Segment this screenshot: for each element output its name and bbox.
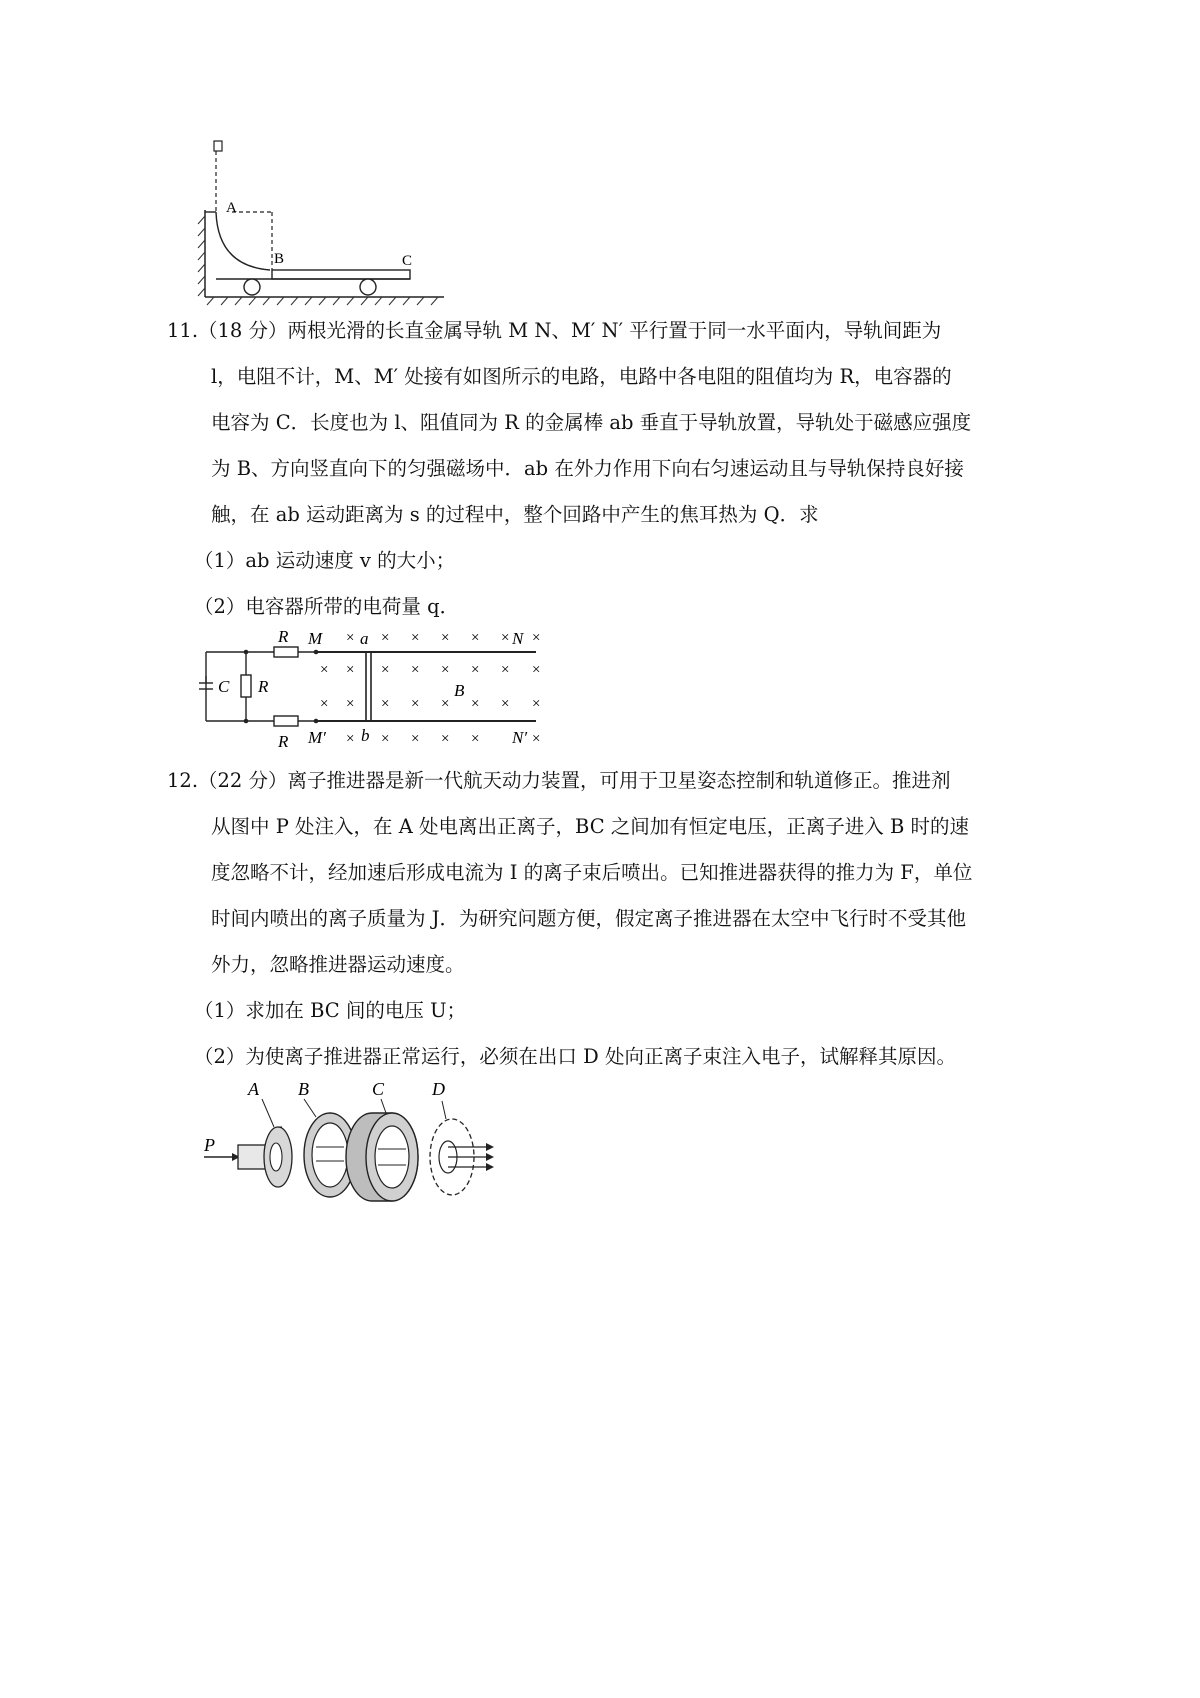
- q12-sub-2: （2）为使离子推进器正常运行，必须在出口 D 处向正离子束注入电子，试解释其原因。: [194, 1045, 956, 1068]
- svg-text:×: ×: [441, 630, 450, 646]
- svg-text:×: ×: [381, 630, 390, 646]
- svg-text:×: ×: [411, 630, 420, 646]
- svg-text:×: ×: [441, 662, 450, 678]
- svg-text:×: ×: [381, 662, 390, 678]
- q11-line-2: l，电阻不计，M、M′ 处接有如图所示的电路，电路中各电阻的阻值均为 R，电容器的: [211, 365, 952, 388]
- q12-line-1: 12.（22 分）离子推进器是新一代航天动力装置，可用于卫星姿态控制和轨道修正。推进剂: [167, 769, 951, 792]
- svg-text:×: ×: [501, 662, 510, 678]
- label-M: M: [308, 629, 323, 648]
- label-A: A: [226, 200, 237, 216]
- svg-text:×: ×: [471, 696, 480, 712]
- label-C: C: [218, 677, 230, 696]
- label-N: N: [512, 629, 524, 648]
- svg-text:×: ×: [411, 696, 420, 712]
- svg-text:×: ×: [441, 696, 450, 712]
- figure-track-cart: [196, 132, 456, 310]
- q11-line-5: 触，在 ab 运动距离为 s 的过程中，整个回路中产生的焦耳热为 Q．求: [211, 503, 819, 526]
- svg-text:×: ×: [346, 662, 355, 678]
- label-D: D: [432, 1079, 445, 1099]
- q11-sub-1: （1）ab 运动速度 v 的大小；: [194, 549, 456, 572]
- label-P: P: [204, 1135, 215, 1155]
- q12-line-5: 外力，忽略推进器运动速度。: [211, 953, 465, 976]
- label-B: B: [274, 251, 285, 267]
- svg-text:×: ×: [501, 696, 510, 712]
- svg-text:×: ×: [346, 731, 355, 747]
- svg-text:×: ×: [532, 662, 541, 678]
- label-R-top: R: [278, 627, 289, 646]
- label-a: a: [360, 629, 369, 648]
- figure-circuit-rails: [196, 626, 566, 756]
- figure-ion-thruster: [196, 1075, 516, 1210]
- svg-text:×: ×: [381, 731, 390, 747]
- svg-text:×: ×: [320, 662, 329, 678]
- svg-text:×: ×: [471, 662, 480, 678]
- svg-text:×: ×: [346, 630, 355, 646]
- label-C: C: [372, 1079, 385, 1099]
- label-B: B: [454, 681, 465, 700]
- svg-text:×: ×: [441, 731, 450, 747]
- label-R-mid: R: [258, 677, 269, 696]
- svg-text:×: ×: [471, 731, 480, 747]
- q11-line-1: 11.（18 分）两根光滑的长直金属导轨 M N、M′ N′ 平行置于同一水平面内，导轨间距为: [167, 319, 942, 342]
- label-A: A: [248, 1079, 259, 1099]
- q11-sub-2: （2）电容器所带的电荷量 q．: [194, 595, 460, 618]
- magnetic-field-crosses: [320, 630, 540, 747]
- label-b: b: [361, 726, 370, 745]
- q11-line-4: 为 B、方向竖直向下的匀强磁场中．ab 在外力作用下向右匀速运动且与导轨保持良好接: [211, 457, 964, 480]
- svg-text:×: ×: [411, 662, 420, 678]
- q11-line-3: 电容为 C．长度也为 l、阻值同为 R 的金属棒 ab 垂直于导轨放置，导轨处于磁感应强度: [211, 411, 972, 434]
- svg-text:×: ×: [381, 696, 390, 712]
- q12-sub-1: （1）求加在 BC 间的电压 U；: [194, 999, 467, 1022]
- svg-text:×: ×: [346, 696, 355, 712]
- svg-text:×: ×: [411, 731, 420, 747]
- q12-line-4: 时间内喷出的离子质量为 J．为研究问题方便，假定离子推进器在太空中飞行时不受其他: [211, 907, 967, 930]
- label-R-bot: R: [278, 732, 289, 751]
- svg-text:×: ×: [320, 696, 329, 712]
- q12-line-2: 从图中 P 处注入，在 A 处电离出正离子，BC 之间加有恒定电压，正离子进入 B 时的速: [211, 815, 970, 838]
- svg-text:×: ×: [532, 630, 541, 646]
- q12-line-3: 度忽略不计，经加速后形成电流为 I 的离子束后喷出。已知推进器获得的推力为 F，单位: [211, 861, 973, 884]
- label-N-prime: N′: [512, 728, 528, 747]
- svg-text:×: ×: [532, 731, 541, 747]
- label-C: C: [402, 253, 413, 269]
- svg-text:×: ×: [532, 696, 541, 712]
- label-B: B: [298, 1079, 309, 1099]
- svg-text:×: ×: [471, 630, 480, 646]
- label-M-prime: M′: [308, 728, 326, 747]
- svg-text:×: ×: [501, 630, 510, 646]
